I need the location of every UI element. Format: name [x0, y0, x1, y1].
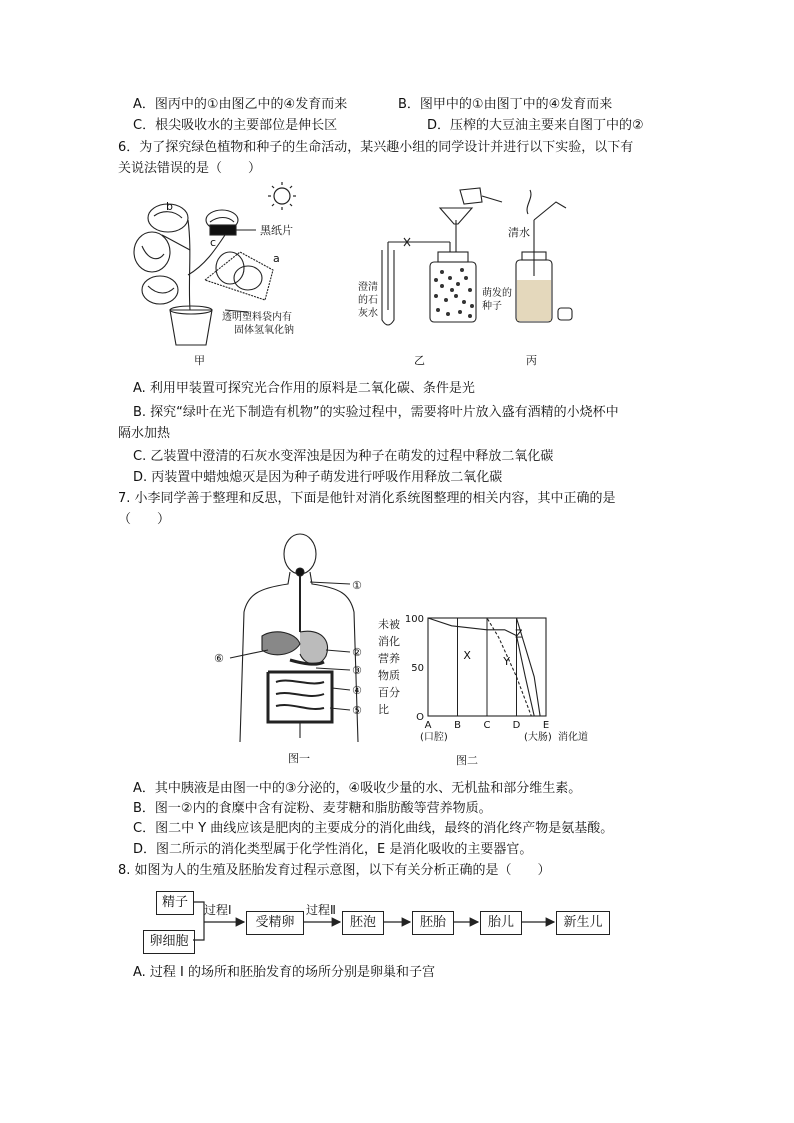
svg-text:b: b: [166, 200, 173, 213]
potted-plant-illustration: [134, 204, 273, 345]
fig1-label-4: ④: [352, 684, 362, 697]
flow-box-sperm: 精子: [156, 891, 194, 915]
q7-option-c: C．图二中 Y 曲线应该是肥肉的主要成分的消化曲线，最终的消化终产物是氨基酸。: [133, 821, 614, 836]
flow-box-fetus: 胎儿: [480, 911, 522, 935]
q5-option-d: D．压榨的大豆油主要来自图丁中的②: [427, 118, 644, 133]
svg-text:萌发的: 萌发的: [482, 288, 512, 299]
chart-ylabel-part: 百分: [378, 686, 400, 699]
flow-label-process-1: 过程Ⅰ: [204, 903, 232, 917]
fig1-label-2: ②: [352, 646, 362, 659]
chart-series-label: Y: [503, 655, 510, 669]
sun-icon: [268, 182, 296, 210]
q8-stem: 8. 如图为人的生殖及胚胎发育过程示意图，以下有关分析正确的是（ ）: [118, 863, 551, 878]
chart-series-label: Z: [515, 627, 523, 641]
svg-text:透明塑料袋内有: 透明塑料袋内有: [222, 312, 292, 323]
q6-experiment-figure: [130, 180, 590, 372]
chart-x-sublabel-mouth: (口腔): [420, 732, 448, 743]
flow-arrows: [140, 888, 620, 958]
q6-option-c: C. 乙装置中澄清的石灰水变浑浊是因为种子在萌发的过程中释放二氧化碳: [133, 449, 554, 464]
chart-ylabel-part: 营养: [378, 652, 400, 665]
svg-text:甲: 甲: [194, 354, 205, 367]
q5-option-a: A．图丙中的①由图乙中的④发育而来: [133, 97, 348, 112]
q7-option-a: A．其中胰液是由图一中的③分泌的，④吸收少量的水、无机盐和部分维生素。: [133, 781, 582, 796]
chart-y-tick: O: [416, 712, 424, 723]
q7-option-d: D．图二所示的消化类型属于化学性消化，E 是消化吸收的主要器官。: [133, 842, 533, 857]
chart-y-tick: 100: [404, 614, 424, 625]
chart-ylabel-part: 物质: [378, 669, 400, 682]
flow-box-blastocyst: 胚泡: [342, 911, 384, 935]
chart-ylabel-part: 比: [378, 703, 389, 716]
chart-x-tick: A: [424, 720, 432, 731]
q6-stem-line1: 6．为了探究绿色植物和种子的生命活动，某兴趣小组的同学设计并进行以下实验，以下有: [118, 140, 634, 155]
chart-x-tick: D: [512, 720, 521, 731]
flow-box-egg: 卵细胞: [143, 930, 195, 954]
svg-text:澄清: 澄清: [358, 282, 378, 293]
svg-text:灰水: 灰水: [358, 308, 378, 319]
chart-ylabel-part: 未被: [378, 618, 400, 631]
svg-text:c: c: [210, 236, 217, 249]
fig1-label-5: ⑤: [352, 704, 362, 717]
svg-text:乙: 乙: [414, 354, 425, 367]
q6-option-a: A. 利用甲装置可探究光合作用的原料是二氧化碳、条件是光: [133, 381, 475, 396]
flow-box-newborn: 新生儿: [556, 911, 610, 935]
svg-text:丙: 丙: [526, 354, 537, 367]
svg-text:种子: 种子: [482, 301, 502, 312]
svg-text:黑纸片: 黑纸片: [260, 224, 293, 237]
chart-x-tick: C: [483, 720, 491, 731]
fig1-label-3: ③: [352, 664, 362, 677]
q6-stem-line2: 关说法错误的是（ ）: [118, 161, 262, 176]
q6-option-d: D. 丙装置中蜡烛熄灭是因为种子萌发进行呼吸作用释放二氧化碳: [133, 470, 503, 485]
svg-text:a: a: [273, 252, 280, 265]
q5-option-b: B．图甲中的①由图丁中的④发育而来: [398, 97, 613, 112]
q5-option-c: C．根尖吸收水的主要部位是伸长区: [133, 118, 338, 133]
q7-stem-line2: （ ）: [118, 512, 171, 527]
svg-text:清水: 清水: [508, 226, 530, 239]
q7-option-b: B．图一②内的食糜中含有淀粉、麦芽糖和脂肪酸等营养物质。: [133, 801, 492, 816]
fig1-caption: 图一: [288, 752, 310, 765]
chart-x-tick: E: [542, 720, 550, 731]
chart-x-tick: B: [454, 720, 461, 731]
q8-option-a: A. 过程 I 的场所和胚胎发育的场所分别是卵巢和子宫: [133, 965, 436, 980]
chart-ylabel-part: 消化: [378, 635, 400, 648]
flow-label-process-2: 过程Ⅱ: [306, 903, 336, 917]
chart-series-label: X: [463, 649, 471, 663]
chart-x-axis-label: 消化道: [558, 732, 588, 743]
q7-stem-line1: 7. 小李同学善于整理和反思，下面是他针对消化系统图整理的相关内容，其中正确的是: [118, 491, 616, 506]
chart-y-tick: 50: [411, 663, 424, 674]
svg-text:固体氢氧化钠: 固体氢氧化钠: [234, 325, 294, 336]
flow-box-zygote: 受精卵: [246, 911, 304, 935]
q6-option-b-line1: B. 探究“绿叶在光下制造有机物”的实验过程中，需要将叶片放入盛有酒精的小烧杯中: [133, 405, 619, 420]
fig1-label-6: ⑥: [214, 652, 224, 665]
digestion-curve-chart: [376, 608, 616, 768]
candle-jar-apparatus: [516, 190, 572, 322]
fig1-label-1: ①: [352, 579, 362, 592]
chart-x-sublabel-large-intestine: (大肠): [524, 732, 552, 743]
flow-box-embryo: 胚胎: [412, 911, 454, 935]
digestive-system-figure: [200, 532, 380, 768]
q6-option-b-line2: 隔水加热: [118, 426, 171, 441]
fig2-caption: 图二: [456, 754, 478, 767]
svg-text:的石: 的石: [358, 295, 378, 306]
